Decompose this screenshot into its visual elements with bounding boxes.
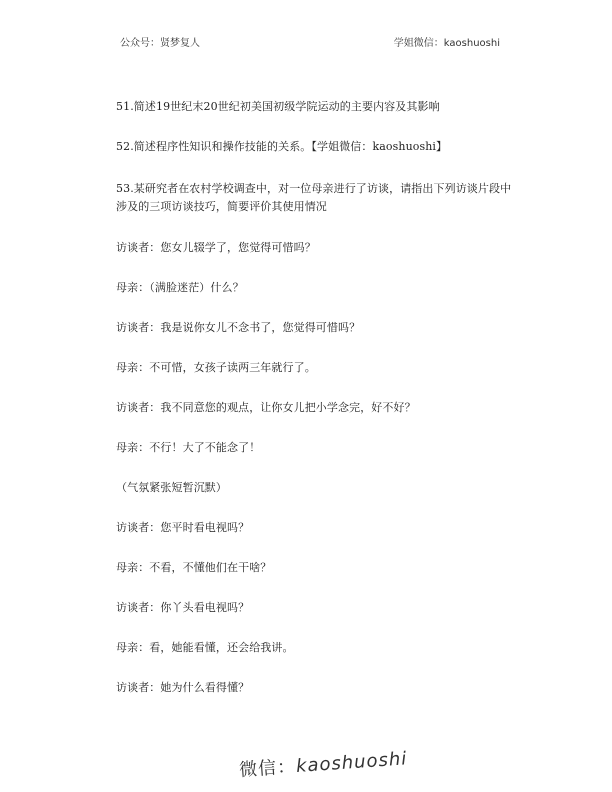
dialogue-line: 访谈者：您女儿辍学了，您觉得可惜吗？ [116, 241, 316, 254]
dialogue-line: 访谈者：她为什么看得懂？ [116, 681, 250, 694]
question-52: 52.简述程序性知识和操作技能的关系。【学姐微信：kaoshuoshi】 [116, 140, 448, 153]
header-right-text: 学姐微信：kaoshuoshi [393, 38, 500, 49]
stage-direction: （气氛紧张短暂沉默） [116, 481, 227, 494]
dialogue-line: 母亲：（满脸迷茫）什么？ [116, 281, 244, 294]
question-53-line-1: 53.某研究者在农村学校调查中，对一位母亲进行了访谈，请指出下列访谈片段中 [116, 182, 512, 195]
question-51: 51.简述19世纪末20世纪初美国初级学院运动的主要内容及其影响 [116, 100, 440, 113]
dialogue-line: 母亲：不行！大了不能念了！ [116, 441, 261, 454]
dialogue-line: 访谈者：你丫头看电视吗？ [116, 601, 250, 614]
dialogue-line: 母亲：不可惜，女孩子读两三年就行了。 [116, 361, 316, 374]
watermark-label: 微信： [238, 756, 297, 782]
header-left-text: 公众号：贤梦复人 [120, 38, 200, 49]
dialogue-line: 母亲：看，她能看懂，还会给我讲。 [116, 641, 294, 654]
watermark-handle: kaoshuoshi [295, 748, 408, 778]
dialogue-line: 访谈者：我不同意您的观点，让你女儿把小学念完，好不好？ [116, 401, 416, 414]
dialogue-line: 母亲：不看，不懂他们在干啥？ [116, 561, 272, 574]
dialogue-line: 访谈者：我是说你女儿不念书了，您觉得可惜吗？ [116, 321, 361, 334]
dialogue-line: 访谈者：您平时看电视吗？ [116, 521, 250, 534]
question-53-line-2: 涉及的三项访谈技巧，简要评价其使用情况 [116, 200, 327, 213]
